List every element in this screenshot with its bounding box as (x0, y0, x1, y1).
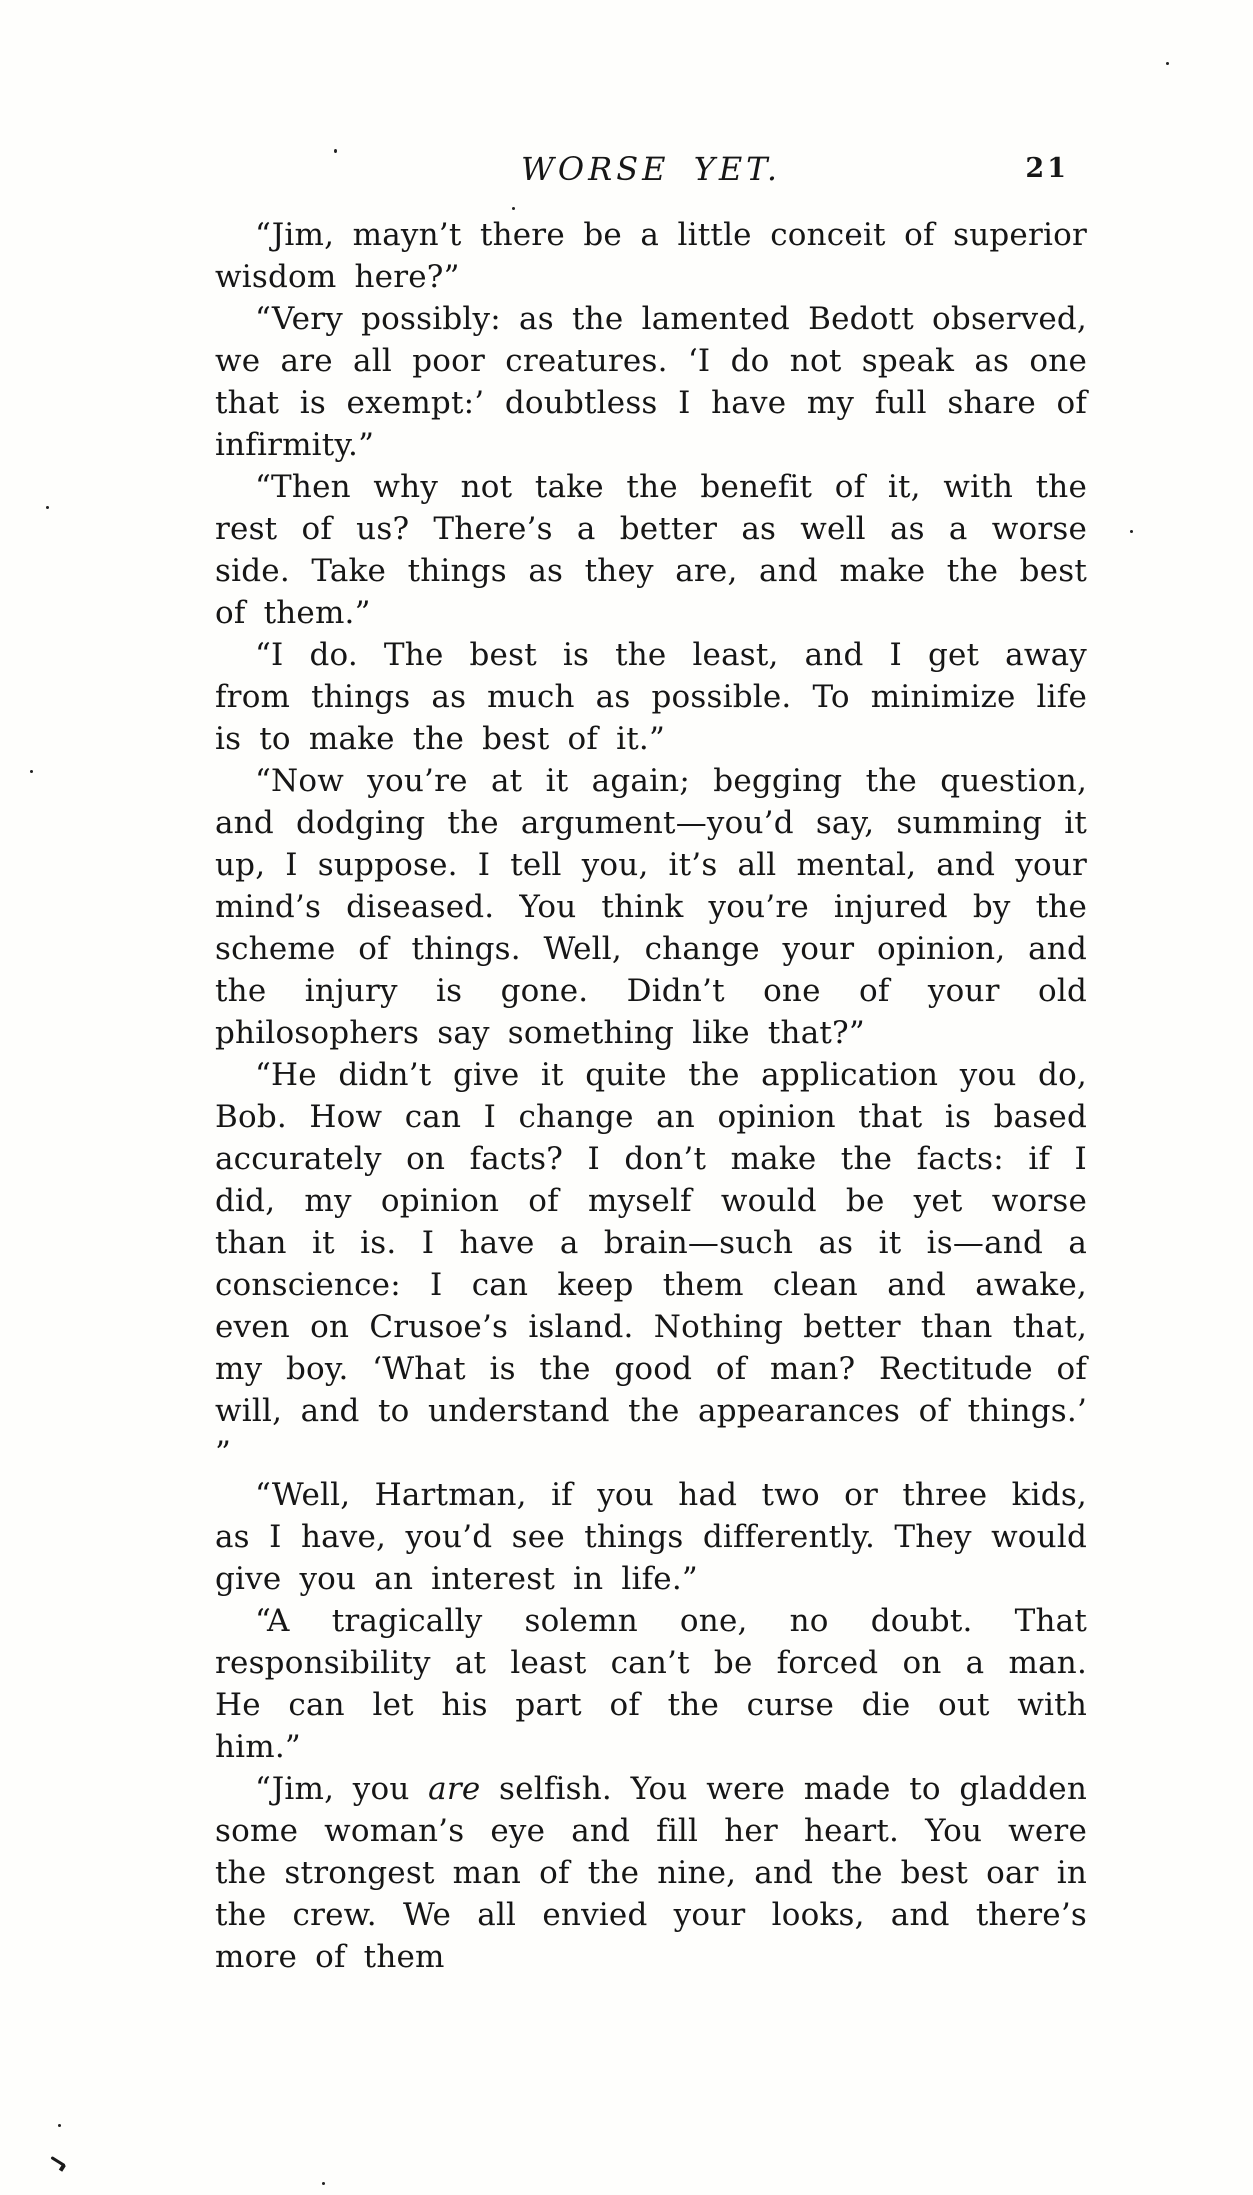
running-header-title: WORSE YET. (521, 150, 781, 188)
paragraph (215, 466, 1087, 634)
scan-speck (334, 149, 337, 153)
text-run: “Jim, you (255, 1771, 429, 1807)
page-number: 21 (1025, 153, 1069, 184)
paragraph (215, 298, 1087, 466)
scan-pen-mark (50, 2156, 65, 2167)
paragraph (215, 1054, 1087, 1474)
page-text (215, 214, 1087, 1978)
scan-speck (322, 2182, 325, 2185)
text-run: “Jim, mayn’t there be a little conceit of superior wisdom here?” (215, 217, 1087, 295)
page-header (215, 150, 1087, 194)
paragraph (215, 1600, 1087, 1768)
scan-speck (1130, 530, 1133, 533)
text-run: “Now you’re at it again; begging the question, and dodging the argument—you’d say, summing it up, I suppose. I tell you, it’s all mental, and your mind’s diseased. You think you’re injured by the scheme of things. Well, change your opinion, and the injury is gone. Didn’t one of your old philosophers say something like that?” (215, 763, 1087, 1051)
scan-speck (1166, 62, 1169, 65)
paragraph (215, 760, 1087, 1054)
text-run: “A tragically solemn one, no doubt. That responsibility at least can’t be forced on a man. He can let his part of the curse die out with him.” (215, 1603, 1087, 1765)
text-run: “Very possibly: as the lamented Bedott observed, we are all poor creatures. ‘I do not speak as one that is exempt:’ doubtless I have my full share of infirmity.” (215, 301, 1087, 463)
scan-speck (46, 506, 49, 509)
scan-speck (58, 2124, 61, 2127)
paragraph (215, 214, 1087, 298)
paragraph (215, 1474, 1087, 1600)
text-run: selfish. You were made to gladden some woman’s eye and fill her heart. You were the strongest man of the nine, and the best oar in the crew. We all envied your looks, and there’s more of them (215, 1771, 1087, 1975)
paragraph (215, 1768, 1087, 1978)
scan-speck (512, 207, 515, 210)
text-run: “He didn’t give it quite the application you do, Bob. How can I change an opinion that is based accurately on facts? I don’t make the facts: if I did, my opinion of myself would be yet worse than it is. I have a brain—such as it is—and a conscience: I can keep them clean and awake, even on Crusoe’s island. Nothing better than that, my boy. ‘What is the good of man? Rectitude of will, and to understand the appearances of things.’ ” (215, 1057, 1087, 1471)
paragraph (215, 634, 1087, 760)
text-run: “Then why not take the benefit of it, with the rest of us? There’s a better as well as a worse side. Take things as they are, and make the best of them.” (215, 469, 1087, 631)
text-run: “I do. The best is the least, and I get away from things as much as possible. To minimize life is to make the best of it.” (215, 637, 1087, 757)
text-run: “Well, Hartman, if you had two or three kids, as I have, you’d see things differently. They would give you an interest in life.” (215, 1477, 1087, 1597)
italic-word: are (428, 1771, 481, 1807)
scan-speck (30, 770, 33, 773)
